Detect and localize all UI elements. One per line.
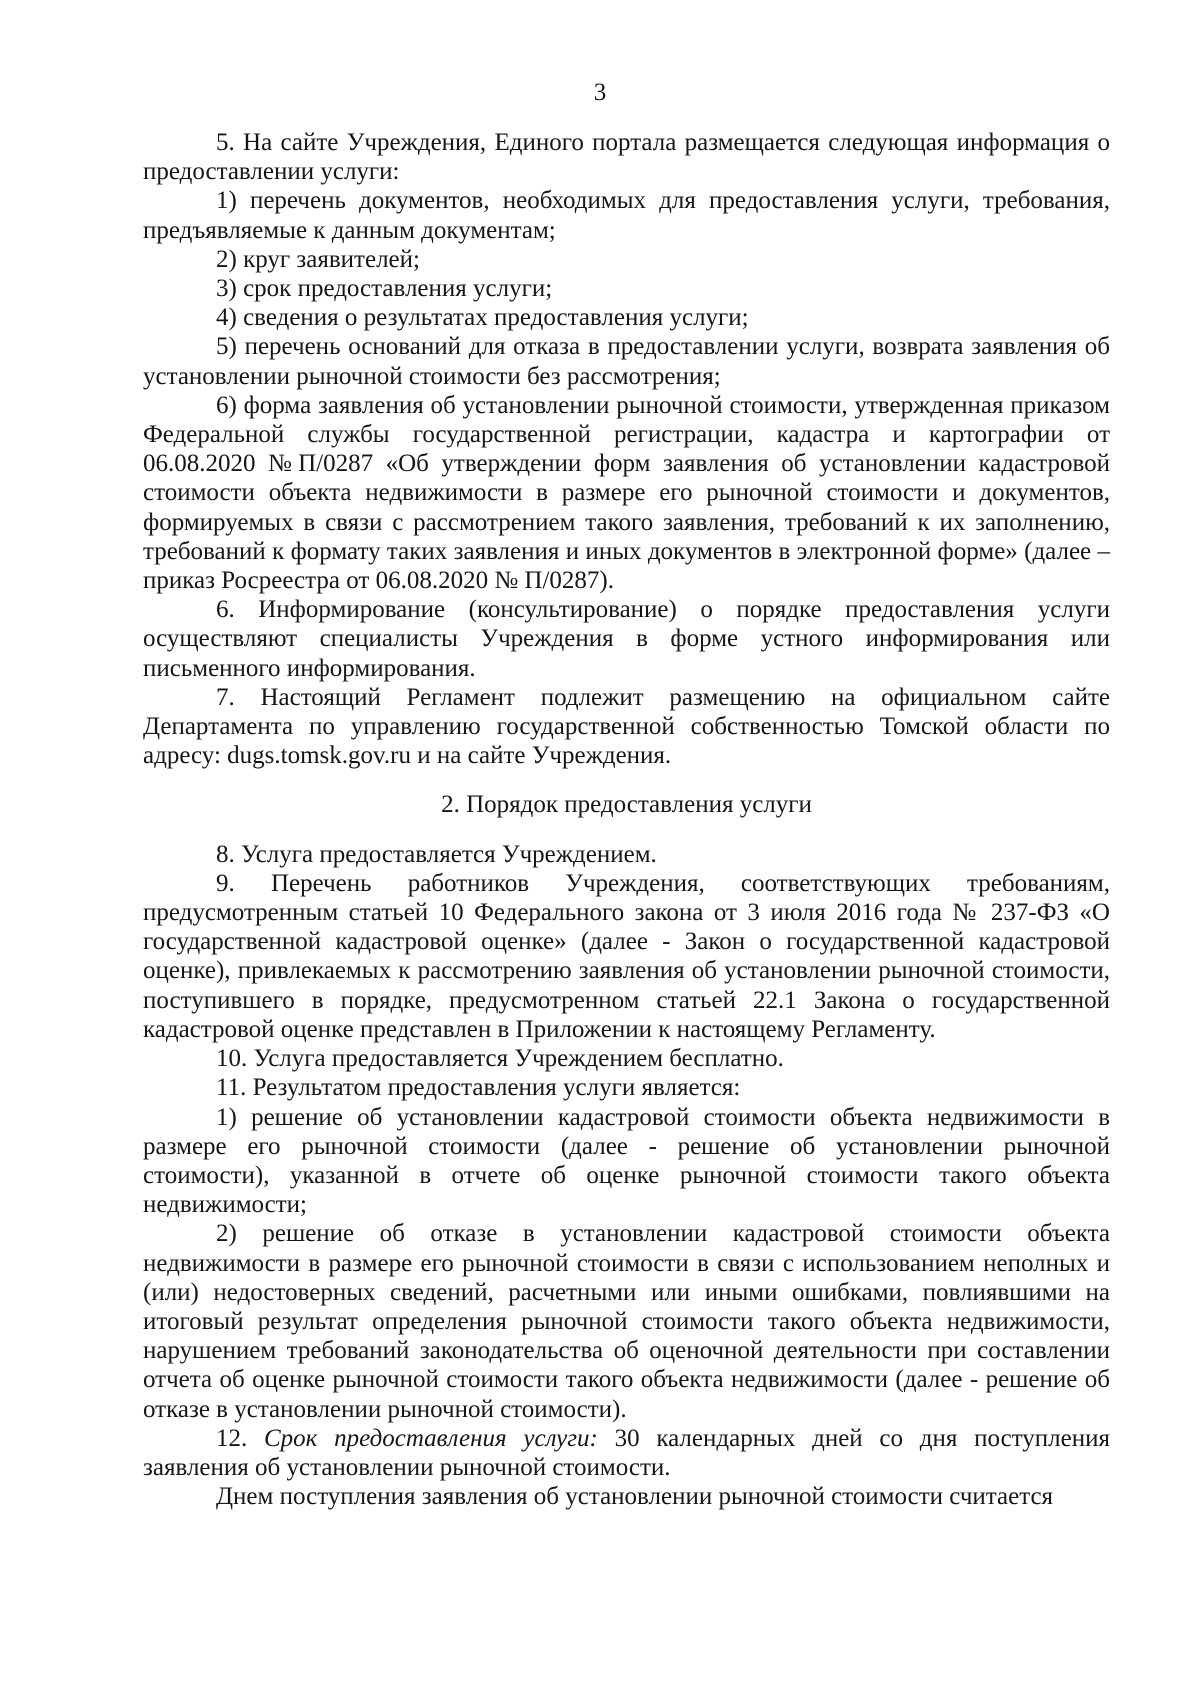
list-item-6: 6) форма заявления об установлении рыночной стоимости, утвержденная приказом Федеральной службы государственной регистрации, кадастра и картографии от 06.08.2020 №П/0287 «Об утверждении форм заявления об установлении кадастровой стоимости объекта недвижимости в размере его рыночной стоимости и документов, формируемых в связи с рассмотрением такого заявления, требований к их заполнению, требований к формату таких заявления и иных документов в электронной форме» (далее – приказ Росреестра от 06.08.2020 № П/0287). bbox=[143, 391, 1110, 595]
list-item-1: 1) перечень документов, необходимых для предоставления услуги, требования, предъявляемые к данным документам; bbox=[143, 187, 1110, 244]
list-item-3: 3) срок предоставления услуги; bbox=[216, 275, 553, 303]
page-number: 3 bbox=[593, 79, 607, 106]
result-item-1: 1) решение об установлении кадастровой стоимости объекта недвижимости в размере его рыночной стоимости (далее - решение об установлении рыночной стоимости), указанной в отчете об оценке рыночной стоимости такого объекта недвижимости; bbox=[143, 1103, 1110, 1219]
list-item-2: 2) круг заявителей; bbox=[216, 245, 420, 273]
paragraph-12-label: Срок предоставления услуги: bbox=[264, 1424, 598, 1452]
paragraph-11: 11. Результатом предоставления услуги является: bbox=[216, 1074, 741, 1102]
paragraph-5: 5. На сайте Учреждения, Единого портала размещается следующая информация о предоставлении услуги: bbox=[143, 129, 1110, 186]
document-body bbox=[143, 128, 1110, 1511]
result-item-2: 2) решение об отказе в установлении кадастровой стоимости объекта недвижимости в размере его рыночной стоимости в связи с использованием неполных и (или) недостоверных сведений, расчетными или иными ошибками, повлиявшими на итоговый результат определения рыночной стоимости такого объекта недвижимости, нарушением требований законодательства об оценочной деятельности при составлении отчета об оценке рыночной стоимости такого объекта недвижимости (далее - решение об отказе в установлении рыночной стоимости). bbox=[143, 1220, 1110, 1423]
paragraph-6: 6. Информирование (консультирование) о порядке предоставления услуги осуществляют специалисты Учреждения в форме устного информирования или письменного информирования. bbox=[143, 596, 1110, 682]
paragraph-12 bbox=[143, 1424, 1110, 1482]
paragraph-12-text: 30 календарных дней со дня поступления заявления об установлении рыночной стоимости. bbox=[143, 1424, 1111, 1481]
paragraph-12-number: 12. bbox=[216, 1424, 248, 1452]
list-item-4: 4) сведения о результатах предоставления услуги; bbox=[216, 304, 749, 332]
section-heading: 2. Порядок предоставления услуги bbox=[441, 791, 812, 819]
paragraph-9: 9. Перечень работников Учреждения, соответствующих требованиям, предусмотренным статьей 10 Федерального закона от 3 июля 2016 года № 237-ФЗ «О государственной кадастровой оценке» (далее - Закон о государственной кадастровой оценке), привлекаемых к рассмотрению заявления об установлении рыночной стоимости, поступившего в порядке, предусмотренном статьей 22.1 Закона о государственной кадастровой оценке представлен в Приложении к настоящему Регламенту. bbox=[143, 869, 1110, 1043]
paragraph-8: 8. Услуга предоставляется Учреждением. bbox=[216, 840, 657, 868]
list-item-5: 5) перечень оснований для отказа в предоставлении услуги, возврата заявления об установлении рыночной стоимости без рассмотрения; bbox=[143, 333, 1110, 390]
paragraph-10: 10. Услуга предоставляется Учреждением бесплатно. bbox=[216, 1045, 784, 1073]
last-paragraph: Днем поступления заявления об установлении рыночной стоимости считается bbox=[216, 1483, 1054, 1511]
paragraph-7: 7. Настоящий Регламент подлежит размещению на официальном сайте Департамента по управлению государственной собственностью Томской области по адресу: dugs.tomsk.gov.ru и на сайте Учреждения. bbox=[143, 683, 1110, 770]
